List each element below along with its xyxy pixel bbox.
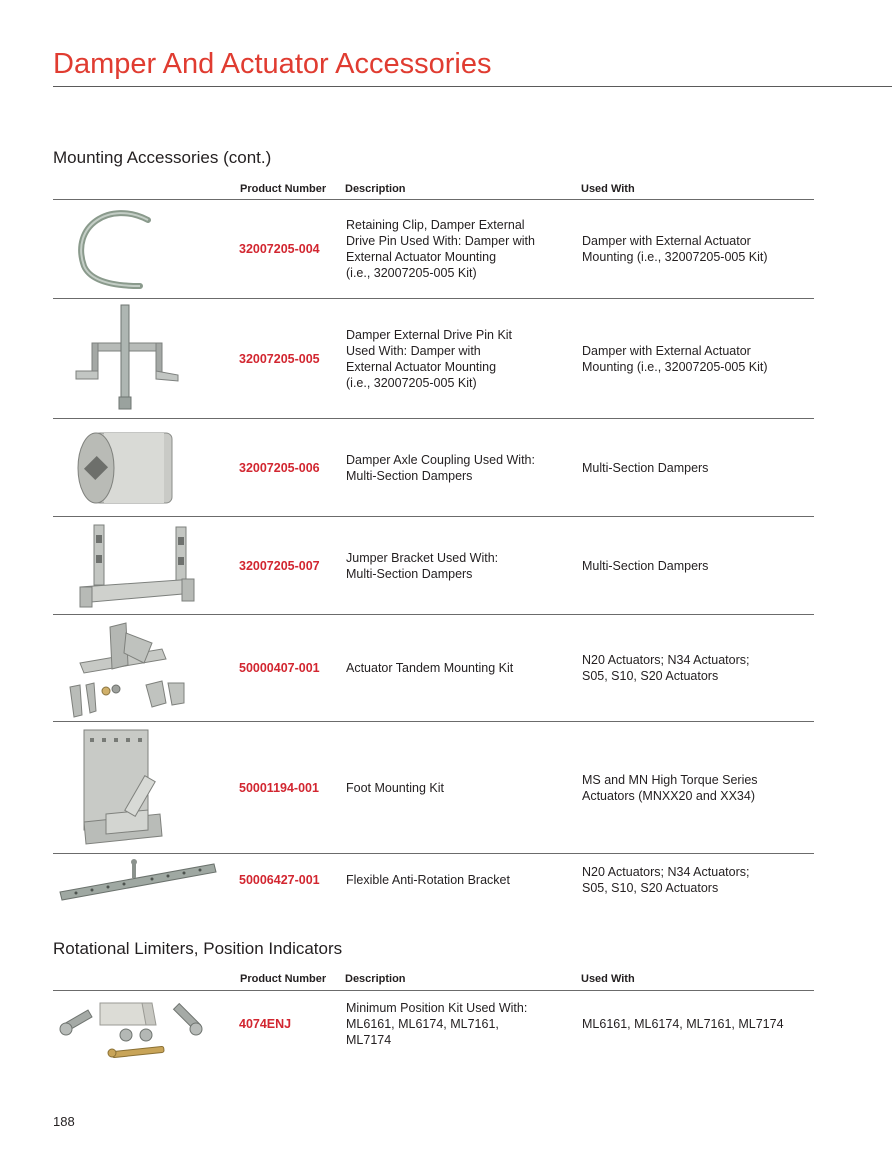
product-number: 32007205-005	[239, 351, 320, 366]
jumper-bracket-image	[72, 521, 202, 611]
used-with: ML6161, ML6174, ML7161, ML7174	[582, 1017, 784, 1031]
table-header-mounting	[0, 183, 892, 199]
product-number: 50001194-001	[239, 780, 319, 795]
drive-pin-kit-image	[72, 303, 182, 413]
product-number: 50000407-001	[239, 661, 320, 675]
table-row	[0, 517, 892, 614]
used-with: MS and MN High Torque Series Actuators (MNXX20 and XX34)	[582, 772, 758, 803]
description: Damper External Drive Pin Kit Used With: Damper with External Actuator Mounting (i.e., 32007205-005 Kit)	[346, 327, 513, 390]
used-with: Damper with External Actuator Mounting (i.e., 32007205-005 Kit)	[582, 234, 768, 264]
description: Foot Mounting Kit	[346, 780, 444, 795]
product-number: 4074ENJ	[239, 1017, 292, 1031]
table-row	[0, 722, 892, 853]
table-row	[0, 991, 892, 1057]
table-row	[0, 854, 892, 906]
product-number: 32007205-004	[239, 242, 320, 256]
axle-coupling-image	[74, 425, 182, 511]
used-with: N20 Actuators; N34 Actuators; S05, S10, S20 Actuators	[582, 865, 750, 895]
page-title: Damper And Actuator Accessories	[53, 48, 492, 80]
minimum-position-kit-image	[56, 995, 206, 1059]
header-product-number: Product Number	[240, 183, 327, 195]
section-title-rotational-limiters: Rotational Limiters, Position Indicators	[53, 939, 343, 958]
table-row	[0, 299, 892, 418]
header-description: Description	[345, 183, 406, 195]
header-product-number: Product Number	[240, 973, 327, 985]
table-row	[0, 419, 892, 516]
retaining-clip-image	[70, 206, 160, 290]
description: Retaining Clip, Damper External Drive Pin Used With: Damper with External Actuator Mounting (i.e., 32007205-005 Kit)	[346, 218, 535, 280]
used-with: N20 Actuators; N34 Actuators; S05, S10, S20 Actuators	[582, 653, 750, 683]
header-used-with: Used With	[581, 973, 635, 985]
header-used-with: Used With	[581, 183, 635, 195]
used-with: Multi-Section Dampers	[582, 558, 709, 573]
section-title-mounting: Mounting Accessories (cont.)	[53, 148, 272, 167]
tandem-mounting-kit-image	[66, 619, 190, 719]
product-number: 32007205-006	[239, 460, 320, 475]
used-with: Damper with External Actuator Mounting (i.e., 32007205-005 Kit)	[582, 343, 768, 374]
header-description: Description	[345, 973, 406, 985]
description: Flexible Anti-Rotation Bracket	[346, 873, 510, 887]
description: Jumper Bracket Used With: Multi-Section Dampers	[346, 550, 499, 581]
table-row	[0, 615, 892, 721]
description: Damper Axle Coupling Used With: Multi-Section Dampers	[346, 452, 535, 483]
table-row	[0, 200, 892, 298]
product-number: 50006427-001	[239, 873, 320, 887]
description: Minimum Position Kit Used With: ML6161, ML6174, ML7161, ML7174	[346, 1001, 528, 1047]
foot-mounting-kit-image	[78, 726, 168, 850]
used-with: Multi-Section Dampers	[582, 460, 709, 475]
description: Actuator Tandem Mounting Kit	[346, 661, 514, 675]
title-rule	[53, 86, 892, 87]
anti-rotation-bracket-image	[56, 856, 218, 902]
product-number: 32007205-007	[239, 558, 320, 573]
page-number: 188	[53, 1114, 75, 1129]
table-header-rotational-limiters	[0, 973, 892, 989]
